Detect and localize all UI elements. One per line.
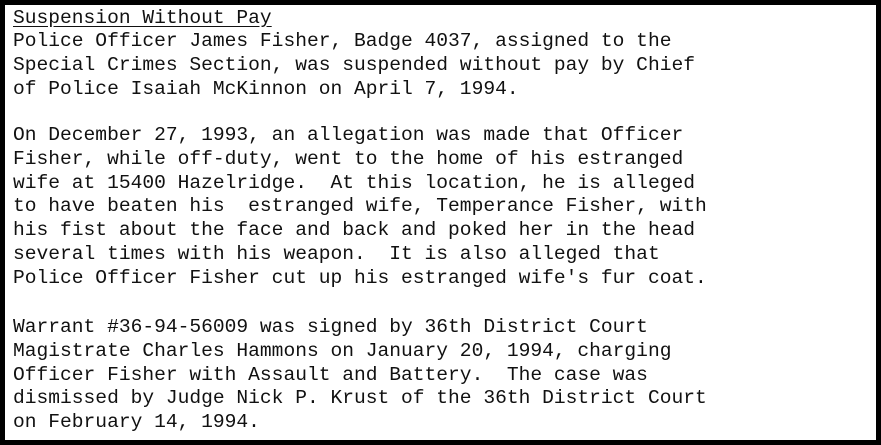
document-heading: Suspension Without Pay: [13, 7, 272, 29]
text-line: Warrant #36-94-56009 was signed by 36th District Court: [13, 316, 648, 338]
text-line: on February 14, 1994.: [13, 411, 260, 434]
text-line: Police Officer James Fisher, Badge 4037, assigned to the: [13, 30, 672, 52]
text-line: Fisher, while off-duty, went to the home of his estranged: [13, 147, 684, 170]
text-line: of Police Isaiah McKinnon on April 7, 1994.: [13, 77, 519, 100]
text-line: dismissed by Judge Nick P. Krust of the 36th District Court: [13, 387, 707, 410]
text-line: his fist about the face and back and poked her in the head: [13, 219, 695, 242]
text-line: Magistrate Charles Hammons on January 20, 1994, charging: [13, 339, 672, 362]
document-page: [5, 5, 876, 440]
text-line: several times with his weapon. It is also alleged that: [13, 242, 660, 265]
paragraph-allegation: [13, 124, 707, 291]
text-line: to have beaten his estranged wife, Temperance Fisher, with: [13, 195, 707, 218]
text-line: Officer Fisher with Assault and Battery. The case was: [13, 363, 648, 386]
text-line: wife at 15400 Hazelridge. At this location, he is alleged: [13, 171, 695, 194]
paragraph-suspension: [13, 30, 695, 101]
text-line: Special Crimes Section, was suspended without pay by Chief: [13, 53, 695, 76]
paragraph-warrant: [13, 316, 707, 435]
text-line: On December 27, 1993, an allegation was made that Officer: [13, 124, 684, 146]
text-line: Police Officer Fisher cut up his estranged wife's fur coat.: [13, 266, 707, 289]
